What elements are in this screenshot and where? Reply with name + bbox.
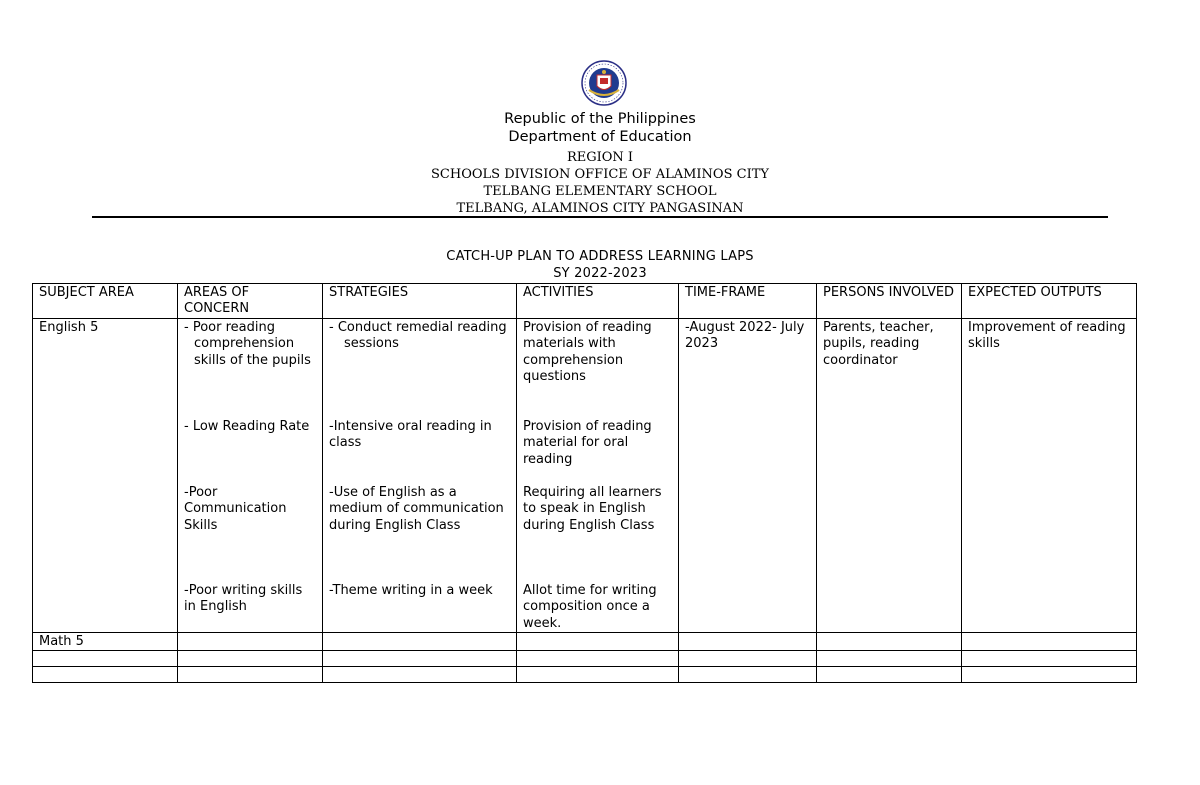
strategy-item: - Conduct remedial reading sessions [329, 319, 507, 352]
empty-cell [962, 633, 1137, 651]
empty-cell [679, 651, 817, 667]
strategy-item: -Use of English as a medium of communication during English Class [329, 484, 504, 533]
activity-item: Provision of reading materials with comprehension questions [523, 319, 652, 385]
subject-cell: Math 5 [33, 633, 178, 651]
empty-cell [817, 651, 962, 667]
table-row-math [33, 633, 1137, 651]
concern-item: -Poor writing skills in English [184, 582, 303, 615]
table-header-row [33, 284, 1137, 319]
header-division-office: SCHOOLS DIVISION OFFICE OF ALAMINOS CITY [431, 167, 769, 182]
empty-cell [323, 633, 517, 651]
concerns-cell [178, 318, 323, 632]
time-frame-cell: -August 2022- July 2023 [679, 318, 817, 632]
header-cell: PERSONS INVOLVED [817, 284, 962, 319]
empty-cell [517, 667, 679, 683]
empty-cell [33, 651, 178, 667]
empty-cell [323, 651, 517, 667]
activities-cell [517, 318, 679, 632]
header-department: Department of Education [508, 129, 692, 145]
header-school-address: TELBANG, ALAMINOS CITY PANGASINAN [456, 201, 744, 216]
empty-cell [679, 633, 817, 651]
expected-outputs-cell: Improvement of reading skills [962, 318, 1137, 632]
empty-cell [178, 651, 323, 667]
strategy-item: -Theme writing in a week [329, 582, 493, 598]
header-region: REGION I [566, 150, 634, 165]
empty-cell [323, 667, 517, 683]
empty-cell [178, 633, 323, 651]
strategies-cell [323, 318, 517, 632]
header-cell: EXPECTED OUTPUTS [962, 284, 1137, 319]
subject-cell: English 5 [33, 318, 178, 632]
catch-up-plan-table [32, 283, 1137, 683]
header-cell: STRATEGIES [323, 284, 517, 319]
empty-cell [517, 633, 679, 651]
empty-cell [33, 667, 178, 683]
concern-item: - Poor reading comprehension skills of the pupils [184, 319, 311, 368]
header-cell: ACTIVITIES [517, 284, 679, 319]
empty-cell [817, 633, 962, 651]
table-row-blank [33, 651, 1137, 667]
deped-seal-logo [579, 60, 629, 106]
empty-cell [817, 667, 962, 683]
empty-cell [962, 667, 1137, 683]
activity-item: Requiring all learners to speak in English during English Class [523, 484, 662, 533]
header-school-name: TELBANG ELEMENTARY SCHOOL [483, 184, 717, 199]
persons-involved-cell: Parents, teacher, pupils, reading coordinator [817, 318, 962, 632]
table-row-blank [33, 667, 1137, 683]
table-row-english [33, 318, 1137, 632]
header-cell: AREAS OF CONCERN [178, 284, 323, 319]
empty-cell [178, 667, 323, 683]
empty-cell [679, 667, 817, 683]
header-divider [92, 216, 1108, 218]
empty-cell [962, 651, 1137, 667]
header-republic: Republic of the Philippines [504, 111, 696, 127]
activity-item: Provision of reading material for oral reading [523, 418, 652, 467]
header-cell: TIME-FRAME [679, 284, 817, 319]
plan-title: CATCH-UP PLAN TO ADDRESS LEARNING LAPS [446, 249, 754, 264]
plan-school-year: SY 2022-2023 [553, 266, 647, 281]
concern-item: -Poor Communication Skills [184, 484, 287, 533]
concern-item: - Low Reading Rate [184, 418, 310, 434]
header-cell: SUBJECT AREA [33, 284, 178, 319]
strategy-item: -Intensive oral reading in class [329, 418, 492, 451]
empty-cell [517, 651, 679, 667]
activity-item: Allot time for writing composition once a week. [523, 582, 657, 631]
